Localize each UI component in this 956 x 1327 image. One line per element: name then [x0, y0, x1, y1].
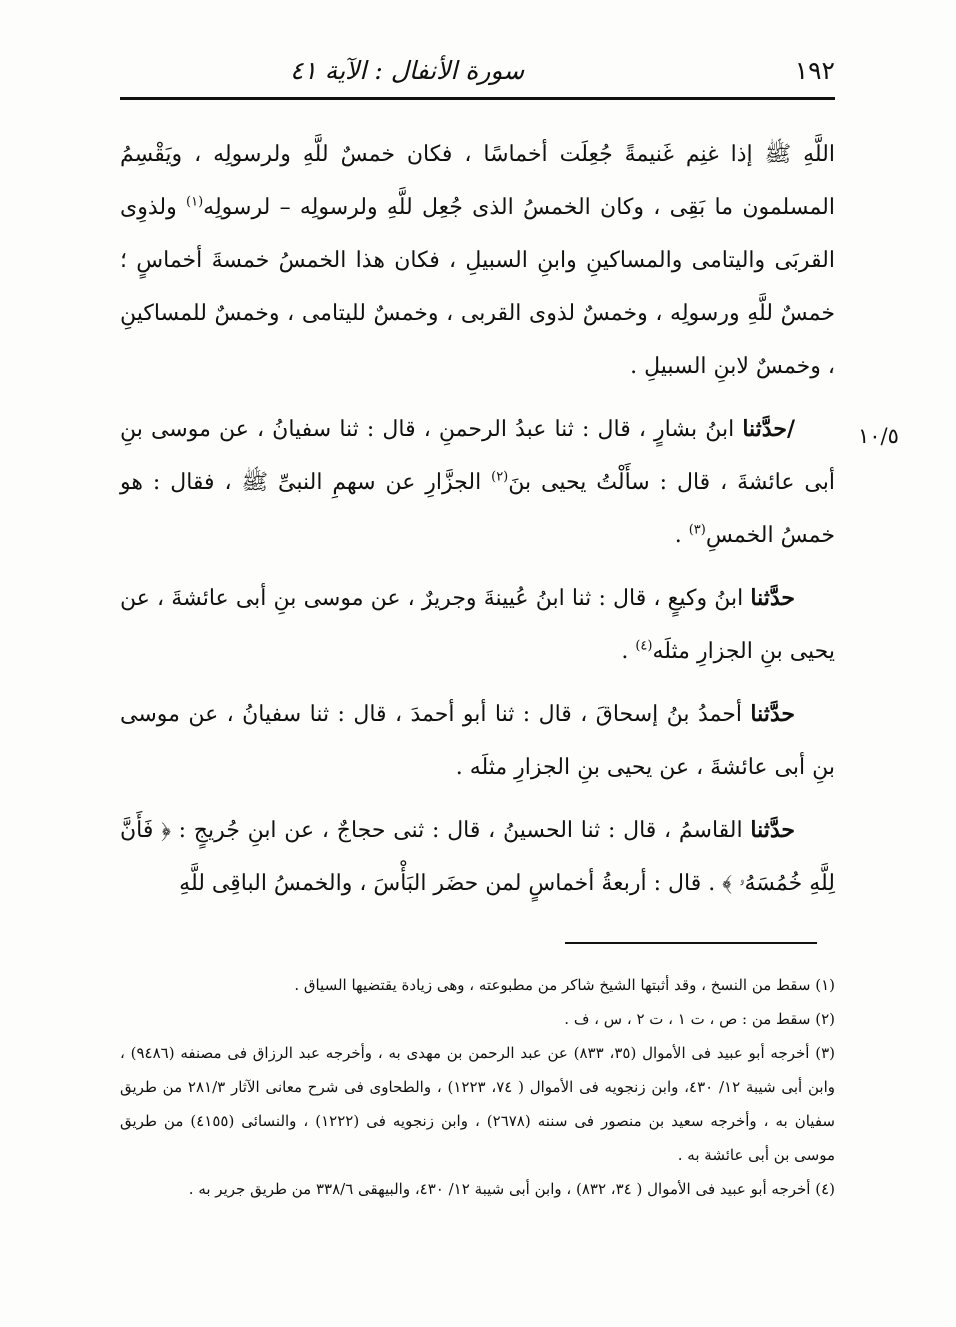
- footnote-ref-4: (٤): [635, 638, 653, 654]
- footnote-rule: [565, 942, 817, 944]
- hadith-keyword: حدَّثنا: [742, 416, 787, 442]
- footnote-ref-1: (١): [186, 194, 204, 210]
- footnote-1: (١) سقط من النسخ ، وقد أثبتها الشيخ شاكر من مطبوعته ، وهى زيادة يقتضيها السياق .: [294, 976, 835, 994]
- paragraph-1: اللَّهِ ﷺ إذا غنِم غَنيمةً جُعِلَت أخماسًا ، فكان خمسٌ للَّهِ ولرسولِه ، ويَقْسِمُ المسلمون ما بَقِى ، وكان الخمسُ الذى جُعِل للَّهِ ولرسولِه – لرسولِه$^{(١)}$ ولذوِى القربَى واليتامى والمساكينِ وابنِ السبيلِ ، فكان هذا الخمسُ خمسةَ أخماسٍ ؛ خمسٌ للَّهِ ورسولِه ، وخمسٌ لذوى القربى ، وخمسٌ لليتامى ، وخمسٌ للمساكينِ ، وخمسٌ لابنِ السبيلِ .: [120, 142, 836, 379]
- footnote-4: (٤) أخرجه أبو عبيد فى الأموال ( ٣٤، ٨٣٢) ، وابن أبى شيبة ١٢/ ٤٣٠، والبيهقى ٣٣٨/٦ من طريق جرير به .: [188, 1180, 835, 1198]
- hadith-keyword: حدَّثنا: [750, 701, 795, 727]
- footnote-ref-3: (٣): [688, 522, 706, 538]
- hadith-keyword: حدَّثنا: [750, 817, 795, 843]
- hadith-keyword: حدَّثنا: [750, 585, 795, 611]
- margin-reference: ١٠/٥: [858, 424, 899, 448]
- paragraph-4: حدَّثنا أحمدُ بنُ إسحاقَ ، قال : ثنا أبو أحمدَ ، قال : ثنا سفيانُ ، عن موسى بنِ أبى عائشةَ ، عن يحيى بنِ الجزارِ مثلَه .: [120, 701, 835, 780]
- paragraph-2: /حدَّثنا ابنُ بشارٍ ، قال : ثنا عبدُ الرحمنِ ، قال : ثنا سفيانُ ، عن موسى بنِ أبى عائشةَ ، قال : سأَلْتُ يحيى بنَ$^{(٢)}$ الجزَّارِ عن سهمِ النبىِّ ﷺ ، فقال : هو خمسُ الخمسِ$^{(٣)}$ .: [120, 416, 835, 548]
- paragraph-3: حدَّثنا ابنُ وكيعٍ ، قال : ثنا ابنُ عُيينةَ وجريرٌ ، عن موسى بنِ أبى عائشةَ ، عن يحيى بنِ الجزارِ مثلَه$^{(٤)}$ .: [120, 585, 835, 664]
- header-rule: [120, 97, 835, 100]
- footnote-ref-2: (٢): [491, 469, 509, 485]
- page-header: [120, 52, 835, 94]
- running-title: سورة الأنفال : الآية ٤١: [290, 56, 525, 85]
- footnote-3: (٣) أخرجه أبو عبيد فى الأموال (٣٥، ٨٣٣) عن عبد الرحمن بن مهدى به ، وأخرجه عبد الرزاق فى مصنفه (٩٤٨٦) ، وابن أبى شيبة ١٢/ ٤٣٠، وابن زنجويه فى الأموال ( ٧٤، ١٢٢٣) ، والطحاوى فى شرح معانى الآثار ٢٨١/٣ من طريق سفيان به ، وأخرجه سعيد بن منصور فى سننه (٢٦٧٨) ، وابن زنجويه فى (١٢٢٢) ، والنسائى (٤١٥٥) من طريق موسى بن أبى عائشة به .: [120, 1044, 836, 1164]
- footnotes: [120, 968, 835, 1206]
- paragraph-5: حدَّثنا القاسمُ ، قال : ثنا الحسينُ ، قال : ثنى حجاجٌ ، عن ابنِ جُريجٍ : ﴿ فَأَنَّ لِلَّهِ خُمُسَهُۥ ﴾ . قال : أربعةُ أخماسٍ لمن حضَر البَأْسَ ، والخمسُ الباقِى للَّهِ: [120, 817, 835, 896]
- page-number: ١٩٢: [794, 56, 835, 85]
- main-text: [120, 128, 835, 920]
- footnote-2: (٢) سقط من : ص ، ت ١ ، ت ٢ ، س ، ف .: [564, 1010, 835, 1028]
